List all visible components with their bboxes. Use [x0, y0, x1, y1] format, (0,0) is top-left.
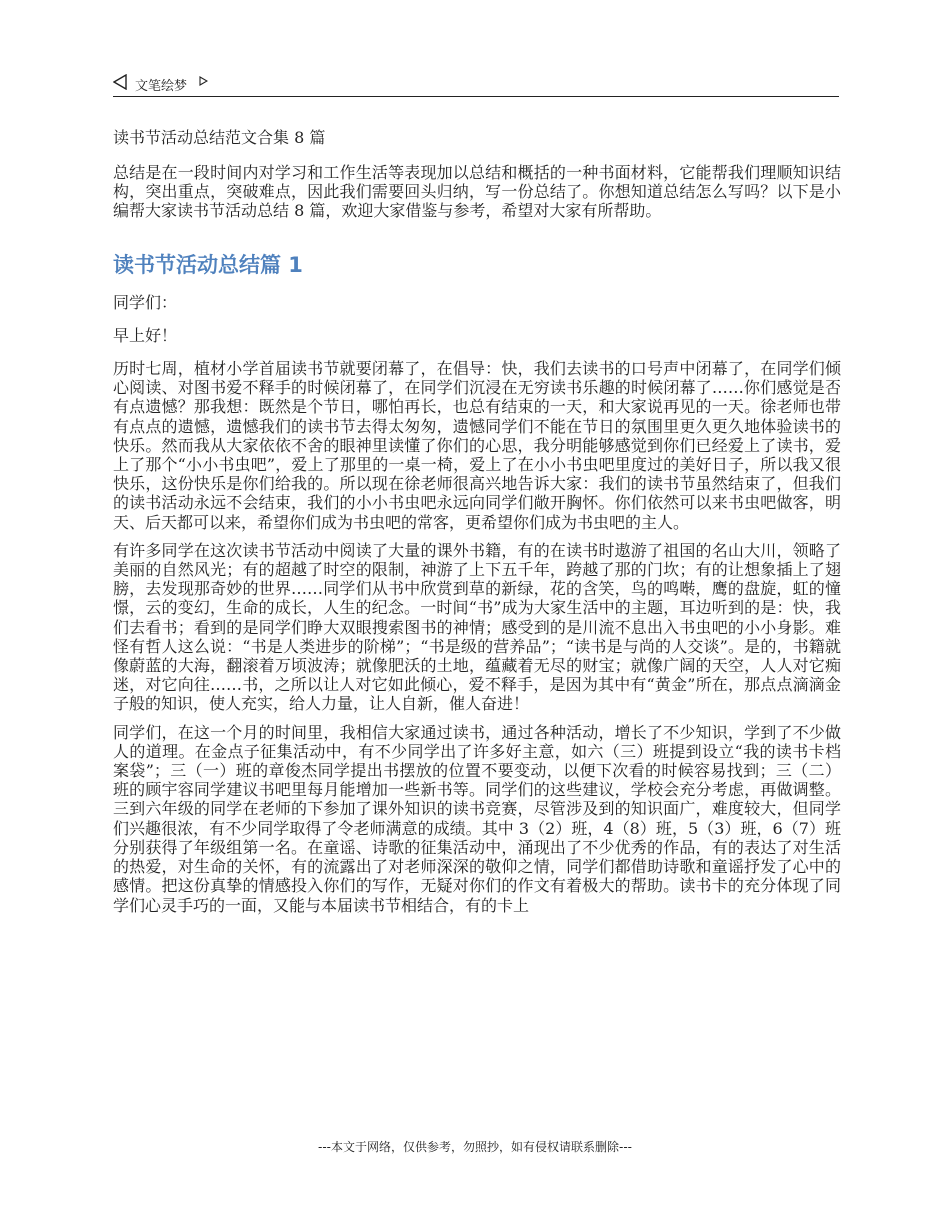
salutation-greeting: 早上好！	[113, 325, 178, 345]
intro-paragraph: 总结是在一段时间内对学习和工作生活等表现加以总结和概括的一种书面材料，它能帮我们理顺知识结构，突出重点，突破难点，因此我们需要回头归纳，写一份总结了。你想知道总结怎么写吗？以下是小编帮大家读书节活动总结 8 篇，欢迎大家借鉴与参考，希望对大家有所帮助。	[113, 163, 841, 221]
section-heading: 读书节活动总结篇 1	[113, 252, 303, 277]
body-paragraph: 有许多同学在这次读书节活动中阅读了大量的课外书籍，有的在读书时遨游了祖国的名山大川，领略了美丽的自然风光；有的超越了时空的限制，神游了上下五千年，跨越了那的门坎；有的让想象插上了翅膀，去发现那奇妙的世界……同学们从书中欣赏到草的新绿，花的含笑，鸟的鸣啭，鹰的盘旋，虹的憧憬，云的变幻，生命的成长，人生的纪念。一时间“书”成为大家生活中的主题，耳边听到的是：快，我们去看书；看到的是同学们睁大双眼搜索图书的神情；感受到的是川流不息出入书虫吧的小小身影。难怪有哲人这么说：“书是人类进步的阶梯”；“书是级的营养品”；“读书是与尚的人交谈”。是的，书籍就像蔚蓝的大海，翻滚着万顷波涛；就像肥沃的土地，蕴藏着无尽的财宝；就像广阔的天空，人人对它痴迷，对它向往……书，之所以让人对它如此倾心，爱不释手，是因为其中有“黄金”所在，那点点滴滴金子般的知识，使人充实，给人力量，让人自新，催人奋进！	[113, 540, 841, 714]
body-paragraph: 同学们，在这一个月的时间里，我相信大家通过读书，通过各种活动，增长了不少知识，学到了不少做人的道理。在金点子征集活动中，有不少同学出了许多好主意，如六（三）班提到设立“我的读书卡档案袋”；三（一）班的章俊杰同学提出书摆放的位置不要变动，以便下次看的时候容易找到；三（二）班的顾宇容同学建议书吧里每月能增加一些新书等。同学们的这些建议，学校会充分考虑，再做调整。三到六年级的同学在老师的下参加了课外知识的读书竞赛，尽管涉及到的知识面广，难度较大，但同学们兴趣很浓，有不少同学取得了令老师满意的成绩。其中 3（2）班，4（8）班，5（3）班，6（7）班分别获得了年级组第一名。在童谣、诗歌的征集活动中，涌现出了不少优秀的作品，有的表达了对生活的热爱，对生命的关怀，有的流露出了对老师深深的敬仰之情，同学们都借助诗歌和童谣抒发了心中的感情。把这份真挚的情感投入你们的写作，无疑对你们的作文有着极大的帮助。读书卡的充分体现了同学们心灵手巧的一面，又能与本届读书节相结合，有的卡上	[113, 722, 841, 915]
document-body	[113, 127, 841, 924]
body-paragraph: 历时七周，植材小学首届读书节就要闭幕了，在倡导：快，我们去读书的口号声中闭幕了，在同学们倾心阅读、对图书爱不释手的时候闭幕了，在同学们沉浸在无穷读书乐趣的时候闭幕了……你们感觉是否有点遗憾？那我想：既然是个节日，哪怕再长，也总有结束的一天，和大家说再见的一天。徐老师也带有点点的遗憾，遗憾我们的读书节去得太匆匆，遗憾同学们不能在节日的氛围里更久更久地体验读书的快乐。然而我从大家依依不舍的眼神里读懂了你们的心思，我分明能够感觉到你们已经爱上了读书，爱上了那个“小小书虫吧”，爱上了那里的一桌一椅，爱上了在小小书虫吧里度过的美好日子，所以我又很快乐，这份快乐是你们给我的。所以现在徐老师很高兴地告诉大家：我们的读书节虽然结束了，但我们的读书活动永远不会结束，我们的小小书虫吧永远向同学们敞开胸怀。你们依然可以来书虫吧做客，明天、后天都可以来，希望你们成为书虫吧的常客，更希望你们成为书虫吧的主人。	[113, 359, 841, 532]
right-triangle-icon	[199, 76, 208, 86]
document-title: 读书节活动总结范文合集 8 篇	[113, 128, 326, 147]
salutation-classmates: 同学们：	[113, 292, 178, 312]
page-header	[113, 72, 839, 97]
page-footer: ---本文于网络，仅供参考，勿照抄，如有侵权请联系删除---	[318, 1140, 632, 1154]
left-triangle-icon	[113, 74, 127, 90]
brand-name: 文笔绘梦	[135, 79, 188, 94]
